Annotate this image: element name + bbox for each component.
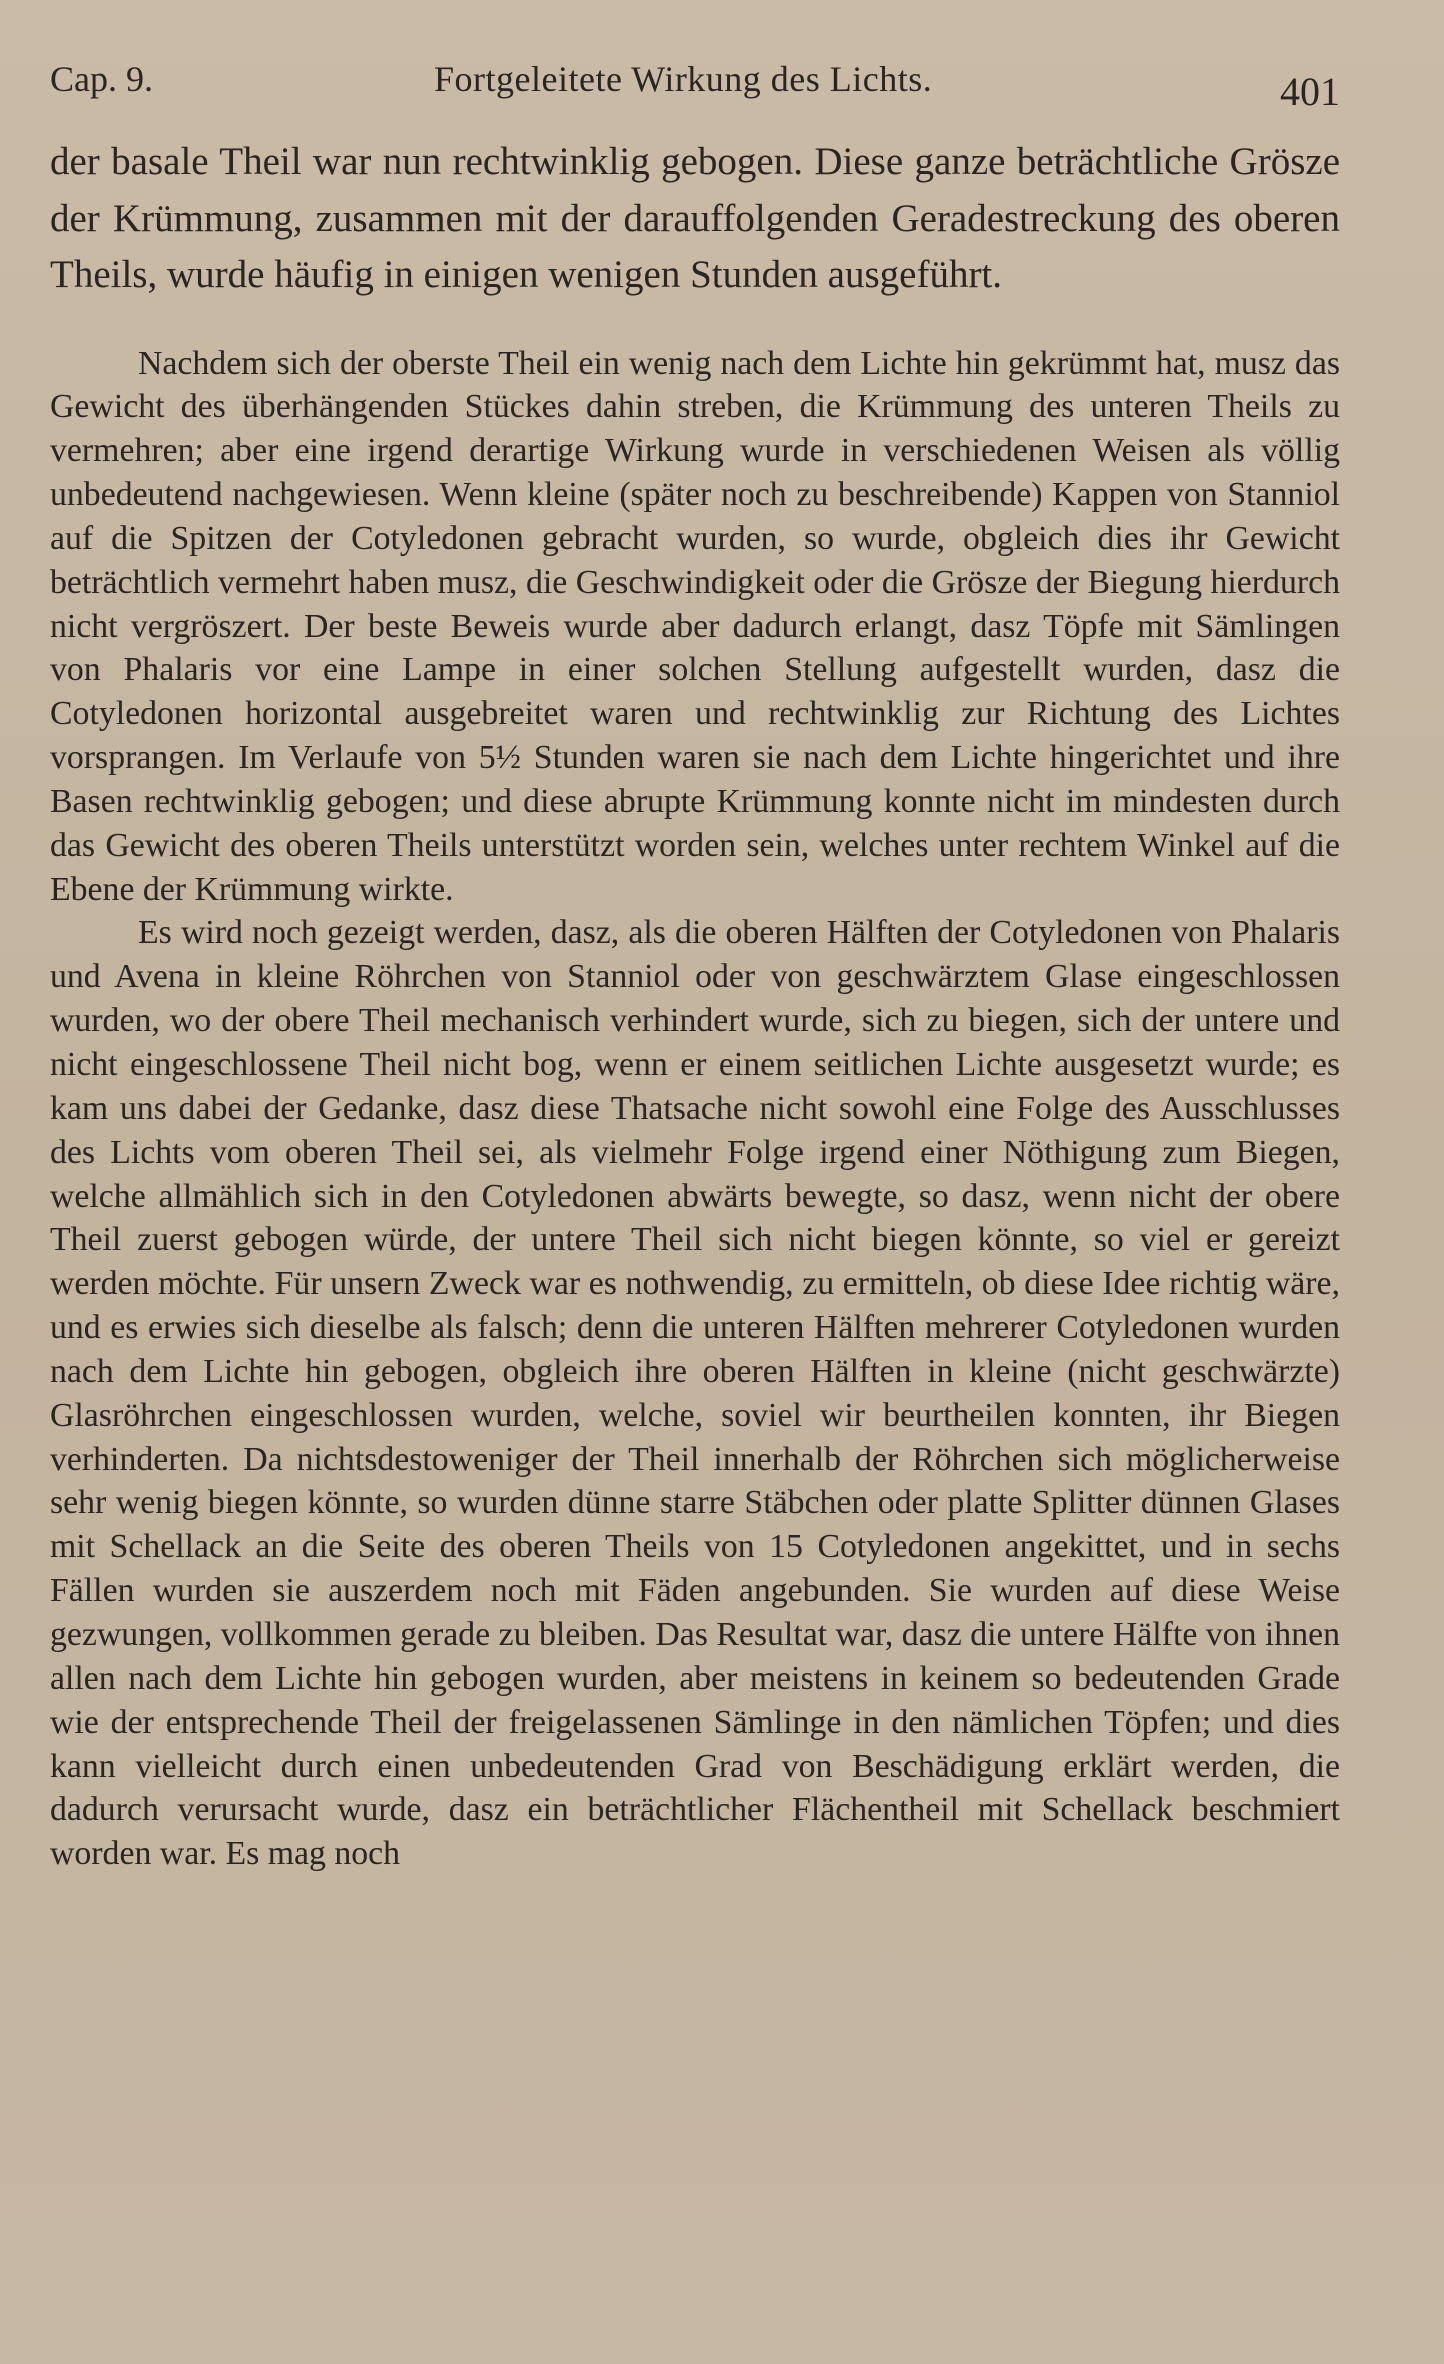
page-footer bbox=[50, 2346, 1340, 2364]
page-number: 401 bbox=[1280, 69, 1340, 114]
paragraph-tube-experiment: Es wird noch gezeigt werden, dasz, als die oberen Hälften der Cotyledonen von Phalaris und Avena in kleine Röhrchen von Stanniol oder von geschwärztem Glase eingeschlossen wurden, wo der obere Theil mechanisch verhindert wurde, sich zu biegen, sich der untere und nicht eingeschlossene Theil nicht bog, wenn er einem seitlichen Lichte ausgesetzt wurde; es kam uns dabei der Gedanke, dasz diese Thatsache nicht sowohl eine Folge des Ausschlusses des Lichts vom oberen Theil sei, als vielmehr Folge irgend einer Nöthigung zum Biegen, welche allmählich sich in den Cotyledonen abwärts bewegte, so dasz, wenn nicht der obere Theil zuerst gebogen würde, der untere Theil sich nicht biegen könnte, so viel er gereizt werden möchte. Für unsern Zweck war es nothwendig, zu ermitteln, ob diese Idee richtig wäre, und es erwies sich dieselbe als falsch; denn die unteren Hälften mehrerer Cotyledonen wurden nach dem Lichte hin gebogen, obgleich ihre oberen Hälften in kleine (nicht geschwärzte) Glasröhrchen eingeschlossen wurden, welche, soviel wir beurtheilen konnten, ihr Biegen verhinderten. Da nichtsdestoweniger der Theil innerhalb der Röhrchen sich möglicherweise sehr wenig biegen könnte, so wurden dünne starre Stäbchen oder platte Splitter dünnen Glases mit Schellack an die Seite des oberen Theils von 15 Cotyledonen angekittet, und in sechs Fällen wurden sie auszerdem noch mit Fäden angebunden. Sie wurden auf diese Weise gezwungen, vollkommen gerade zu bleiben. Das Resultat war, dasz die untere Hälfte von ihnen allen nach dem Lichte hin gebogen wurden, aber meistens in keinem so bedeutenden Grade wie der entsprechende Theil der freigelassenen Sämlinge in den nämlichen Töpfen; und dies kann vielleicht durch einen unbedeutenden Grad von Beschädigung erklärt werden, die dadurch verursacht wurde, dasz ein beträchtlicher Flächentheil mit Schellack beschmiert worden war. Es mag noch bbox=[50, 914, 1341, 1873]
page-header bbox=[50, 52, 1340, 112]
page-body bbox=[50, 134, 1340, 1876]
paragraph-continuation: der basale Theil war nun rechtwinklig gebogen. Diese ganze beträchtliche Grösze der Krümmung, zusammen mit der darauffolgenden Geradestreckung des oberen Theils, wurde häufig in einigen wenigen Stunden ausgeführt. bbox=[50, 140, 1340, 296]
chapter-label: Cap. 9. bbox=[50, 59, 153, 99]
paragraph-weight-argument: Nachdem sich der oberste Theil ein wenig nach dem Lichte hin gekrümmt hat, musz das Gewicht des überhängenden Stückes dahin streben, die Krümmung des unteren Theils zu vermehren; aber eine irgend derartige Wirkung wurde in verschiedenen Weisen als völlig unbedeutend nachgewiesen. Wenn kleine (später noch zu beschreibende) Kappen von Stanniol auf die Spitzen der Cotyledonen gebracht wurden, so wurde, obgleich dies ihr Gewicht beträchtlich vermehrt haben musz, die Geschwindigkeit oder die Grösze der Biegung hierdurch nicht vergröszert. Der beste Beweis wurde aber dadurch erlangt, dasz Töpfe mit Sämlingen von Phalaris vor eine Lampe in einer solchen Stellung aufgestellt wurden, dasz die Cotyledonen horizontal ausgebreitet waren und rechtwinklig zur Richtung des Lichtes vorsprangen. Im Verlaufe von 5½ Stunden waren sie nach dem Lichte hingerichtet und ihre Basen rechtwinklig gebogen; und diese abrupte Krümmung konnte nicht im mindesten durch das Gewicht des oberen Theils unterstützt worden sein, welches unter rechtem Winkel auf die Ebene der Krümmung wirkte. bbox=[50, 344, 1340, 908]
running-title: Fortgeleitete Wirkung des Lichts. bbox=[434, 59, 933, 99]
